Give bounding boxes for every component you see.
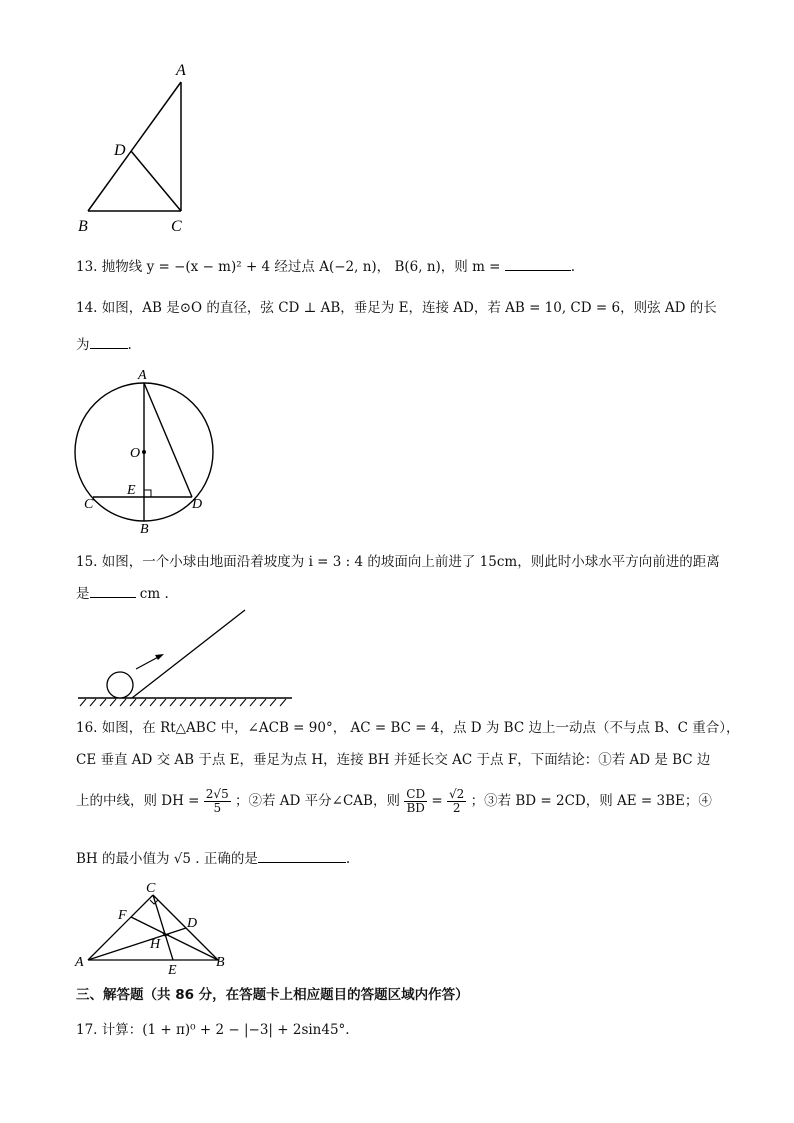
unit-label: cm . (139, 586, 169, 602)
point-label-f: F (118, 908, 127, 923)
period: . (570, 259, 576, 275)
question-text: 计算：(1 + π)⁰ + 2 − |−3| + 2sin45°. (101, 1022, 350, 1038)
point-label-c: C (84, 497, 94, 512)
fraction-denominator: 5 (213, 801, 222, 816)
question-text-cont: CE 垂直 AD 交 AB 于点 E，垂足为点 H，连接 BH 并延长交 AC 于点 F，下面结论：①若 AD 是 BC 边 (76, 752, 711, 768)
point-label-b: B (140, 522, 149, 535)
conclusion-4-text: BH 的最小值为 √5 . 正确的是 (76, 851, 258, 867)
figure-q12-triangle (70, 55, 210, 240)
answer-blank[interactable] (90, 583, 136, 598)
question-15-line1 (76, 552, 720, 572)
point-label-a: A (138, 368, 147, 383)
answer-blank[interactable] (505, 256, 571, 271)
point-label-d: D (187, 916, 198, 931)
question-number: 15. (76, 554, 98, 570)
point-label-e: E (127, 483, 136, 498)
fraction-cd-bd (404, 788, 427, 815)
question-16-line2 (76, 750, 710, 770)
point-label-a: A (75, 955, 84, 970)
question-14-line2 (76, 334, 132, 355)
question-16-line1 (76, 718, 740, 738)
conclusion-3-text: ；③若 BD = 2CD，则 AE = 3BE；④ (470, 793, 712, 810)
fraction-denominator: 2 (452, 801, 461, 816)
conclusion-2-text: ；②若 AD 平分∠CAB，则 (235, 793, 400, 810)
conclusion-1-text: 上的中线，则 DH = (76, 793, 200, 810)
question-text-cont: 是 (76, 586, 90, 602)
question-number: 17. (76, 1022, 98, 1038)
figure-q16-triangle (70, 878, 240, 978)
point-label-a: A (176, 62, 186, 79)
fraction-denominator: BD (406, 801, 425, 816)
fraction-numerator: 2√5 (205, 787, 229, 801)
question-number: 16. (76, 720, 98, 736)
point-label-b: B (216, 955, 225, 970)
section-heading: 三、解答题（共 86 分，在答题卡上相应题目的答题区域内作答） (76, 987, 469, 1003)
question-text: 抛物线 y = −(x − m)² + 4 经过点 A(−2, n)， B(6, n)，则 m = (101, 259, 501, 275)
point-label-d: D (114, 142, 126, 159)
fraction-dh (204, 788, 231, 815)
question-15-line2 (76, 583, 169, 604)
point-label-h: H (150, 937, 161, 952)
question-number: 14. (76, 300, 98, 316)
question-17 (76, 1020, 350, 1040)
question-text: 如图，在 Rt△ABC 中，∠ACB = 90°， AC = BC = 4，点 D 为 BC 边上一动点（不与点 B、C 重合）， (101, 720, 740, 736)
question-16-line4 (76, 848, 350, 869)
fraction-numerator: √2 (449, 787, 465, 801)
period: . (127, 337, 132, 353)
fraction-root2-2 (447, 788, 466, 815)
point-label-d: D (192, 497, 203, 512)
figure-q14-circle (70, 365, 230, 535)
question-text: 如图，AB 是⊙O 的直径，弦 CD ⊥ AB，垂足为 E，连接 AD，若 AB = 10, CD = 6，则弦 AD 的长 (101, 300, 717, 316)
question-13 (76, 256, 575, 277)
point-label-c: C (146, 881, 156, 896)
equals-sign: = (431, 793, 443, 810)
figure-q15-slope (70, 605, 300, 710)
answer-blank[interactable] (258, 848, 346, 863)
period: . (345, 851, 351, 867)
point-label-e: E (168, 963, 177, 978)
question-number: 13. (76, 259, 98, 275)
answer-blank[interactable] (90, 334, 128, 349)
question-14-line1 (76, 298, 717, 318)
question-16-line3 (76, 788, 712, 815)
point-label-c: C (171, 218, 182, 235)
point-label-b: B (78, 218, 88, 235)
question-text-cont: 为 (76, 337, 90, 353)
question-text: 如图，一个小球由地面沿着坡度为 i = 3 : 4 的坡面向上前进了 15cm，则此时小球水平方向前进的距离 (101, 554, 720, 570)
point-label-o: O (130, 446, 141, 461)
fraction-numerator: CD (406, 787, 426, 801)
